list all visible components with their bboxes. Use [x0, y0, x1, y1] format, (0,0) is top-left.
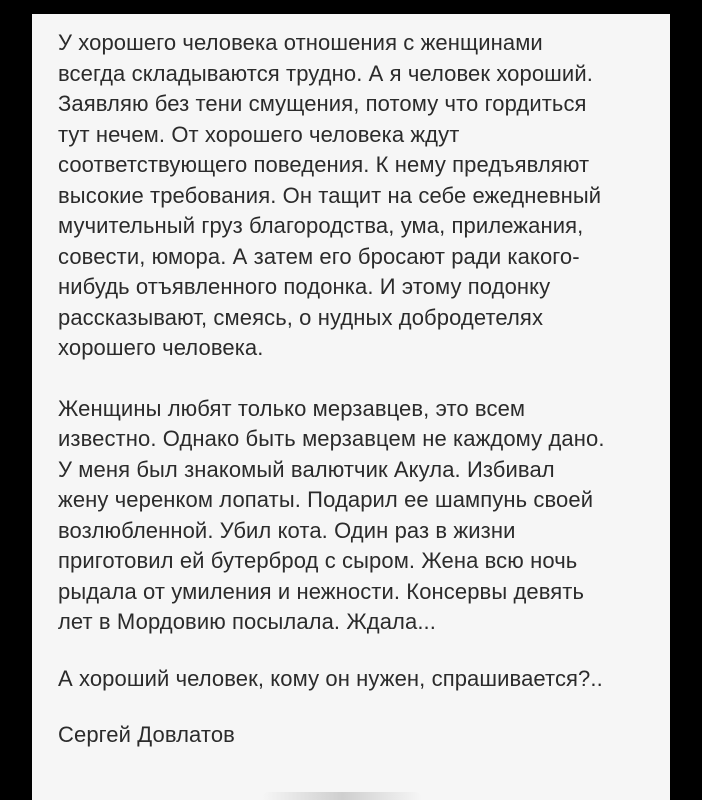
text-line: совести, юмора. А затем его бросают ради какого-: [58, 243, 580, 269]
text-line: рыдала от умиления и нежности. Консервы девять: [58, 578, 585, 604]
text-line: рассказывают, смеясь, о нудных добродетелях: [58, 304, 544, 330]
text-line: соответствующего поведения. К нему предъявляют: [58, 152, 590, 177]
author-signature: Сергей Довлатов: [58, 722, 235, 747]
text-line: А хороший человек, кому он нужен, спрашивается?..: [58, 665, 603, 691]
text-line: всегда складываются трудно. А я человек хороший.: [58, 60, 593, 86]
text-line: высокие требования. Он тащит на себе ежедневный: [58, 182, 602, 208]
text-line: приготовил ей бутерброд с сыром. Жена всю ночь: [58, 548, 578, 573]
scroll-hint-shadow: [262, 792, 422, 800]
text-line: возлюбленной. Убил кота. Один раз в жизни: [58, 517, 516, 543]
post-card: [32, 14, 670, 800]
text-line: жену черенком лопаты. Подарил ее шампунь своей: [58, 487, 594, 512]
text-line: Женщины любят только мерзавцев, это всем: [58, 395, 526, 421]
text-line: тут нечем. От хорошего человека ждут: [58, 121, 460, 147]
text-line: мучительный груз благородства, ума, прилежания,: [58, 213, 584, 238]
text-line: нибудь отъявленного подонка. И этому подонку: [58, 274, 551, 299]
text-line: известно. Однако быть мерзавцем не каждому дано.: [58, 426, 605, 451]
paragraph-1: [58, 28, 658, 364]
text-line: лет в Мордовию посылала. Ждала...: [58, 609, 436, 634]
paragraph-spacer: [58, 638, 658, 664]
text-line: хорошего человека.: [58, 335, 264, 360]
paragraph-2: [58, 394, 658, 638]
paragraph-spacer: [58, 364, 658, 394]
paragraph-3: [58, 664, 658, 695]
text-line: У хорошего человека отношения с женщинами: [58, 30, 543, 55]
post-text: [58, 28, 658, 751]
paragraph-spacer: [58, 694, 658, 720]
text-line: У меня был знакомый валютчик Акула. Избивал: [58, 456, 555, 482]
text-line: Заявляю без тени смущения, потому что гордиться: [58, 91, 587, 116]
